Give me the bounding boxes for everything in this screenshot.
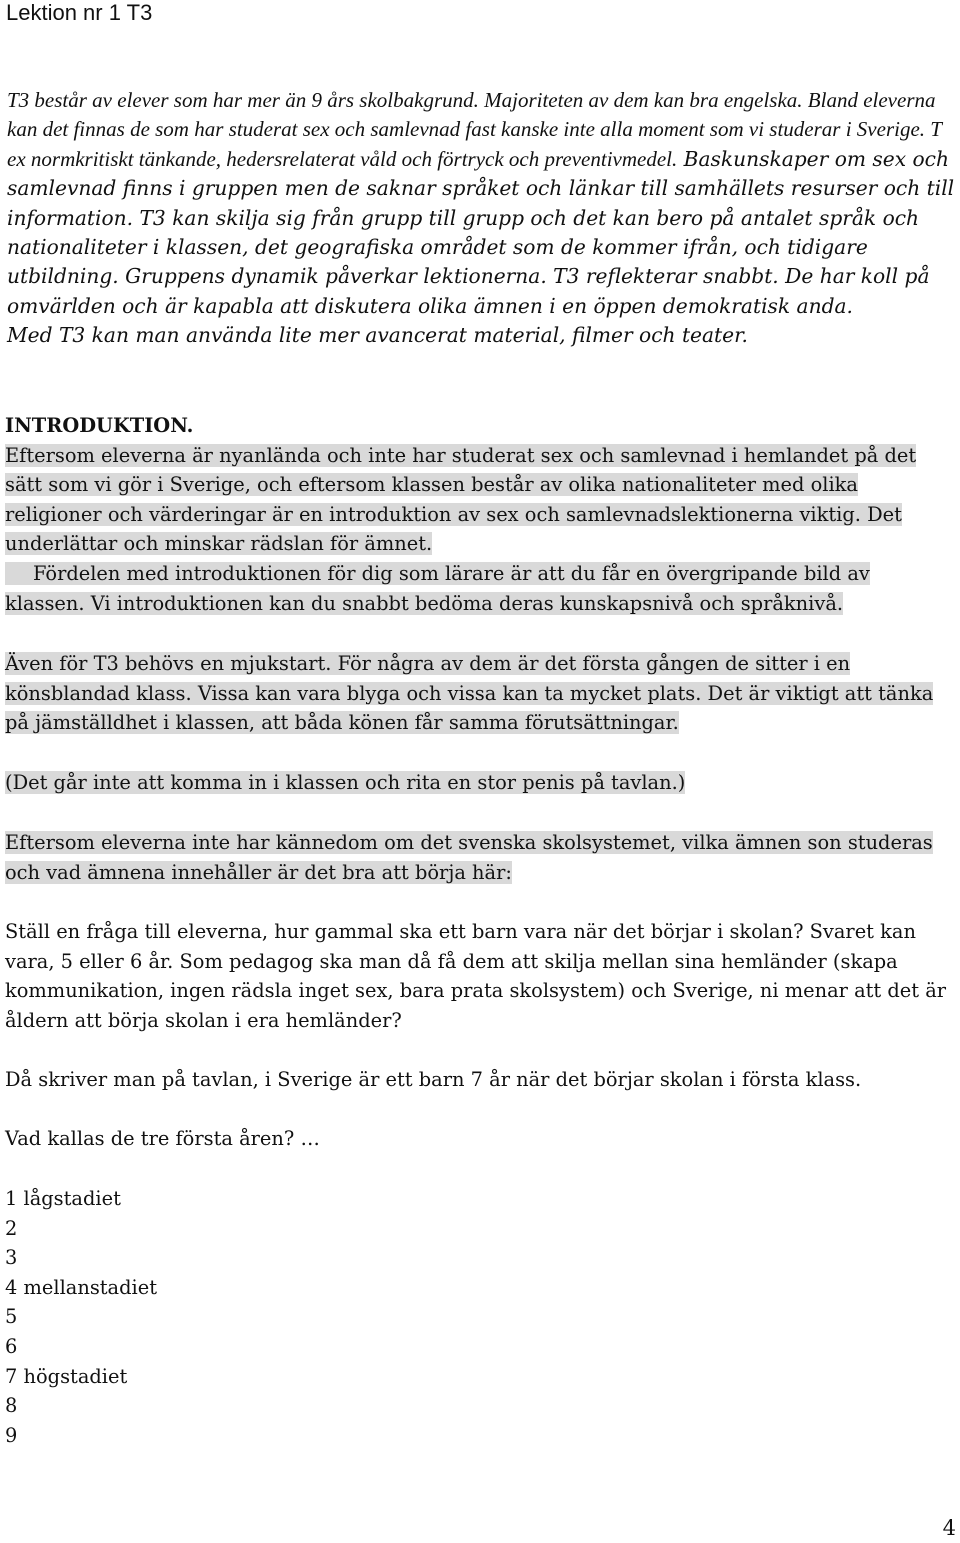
skolsystem-text-3: Då skriver man på tavlan, i Sverige är ett barn 7 år när det börjar skolan i första klass. <box>5 1068 862 1091</box>
skolsystem-section <box>5 828 955 887</box>
introduction-text-1: Eftersom eleverna är nyanlända och inte har studerat sex och samlevnad i hemlandet på det sätt som vi gör i Sverige, och eftersom klassen består av olika nationaliteter med olika religioner och värderingar är en introduktion av sex och samlevnadslektionerna viktig. Det underlättar och minskar rädslan för ämnet. <box>5 443 917 556</box>
mjukstart-text-1: Även för T3 behövs en mjukstart. För några av dem är det första gången de sitter i en könsblandad klass. Vissa kan vara blyga och vissa kan ta mycket plats. Det är viktigt att tänka på jämställdhet i klassen, att båda könen får samma förutsättningar. <box>5 652 934 735</box>
list-item: 6 <box>5 1334 18 1358</box>
skolsystem-paragraph-1 <box>5 828 955 887</box>
list-item: 8 <box>5 1394 18 1418</box>
intro-text-part1: T3 består av elever som har mer än 9 års skolbakgrund. Majoriteten av dem kan bra engelska. Bland eleverna kan det finnas de som har studerat sex och samlevnad fast kanske inte alla moment som vi studerar i Sverige. T ex normkritiskt tänkande, hedersrelaterat våld och förtryck och preventivmedel. <box>7 88 942 171</box>
introduction-section <box>5 411 955 618</box>
page-header-title: Lektion nr 1 T3 <box>6 0 153 25</box>
introduction-heading: INTRODUKTION. <box>5 414 194 437</box>
skolsystem-text-2: Ställ en fråga till eleverna, hur gammal ska ett barn vara när det börjar i skolan? Svaret kan vara, 5 eller 6 år. Som pedagog ska man då få dem att skilja mellan sina hemländer (skapa kommunikation, ingen rädsla inget sex, bara prata skolsystem) och Sverige, ni menar att det är åldern att börja skolan i era hemländer? <box>5 920 947 1032</box>
list-item: 7 högstadiet <box>5 1364 128 1388</box>
intro-text-part3: Med T3 kan man använda lite mer avancerat material, filmer och teater. <box>7 323 748 348</box>
page-number: 4 <box>942 1516 956 1540</box>
skolsystem-text-4: Vad kallas de tre första åren? … <box>5 1127 320 1150</box>
intro-paragraph <box>7 86 957 351</box>
board-paragraph <box>5 1065 955 1095</box>
list-item: 4 mellanstadiet <box>5 1275 158 1299</box>
list-item: 5 <box>5 1305 18 1329</box>
list-item: 1 lågstadiet <box>5 1187 121 1210</box>
list-item: 9 <box>5 1423 18 1447</box>
grade-list <box>5 1184 955 1450</box>
question-paragraph <box>5 917 955 1035</box>
skolsystem-text-1: Eftersom eleverna inte har kännedom om det svenska skolsystemet, vilka ämnen son studeras och vad ämnena innehåller är det bra att börja här: <box>5 831 933 884</box>
introduction-paragraph-1 <box>5 441 955 559</box>
penis-note <box>5 768 955 798</box>
list-item: 3 <box>5 1246 18 1270</box>
introduction-text-2: Fördelen med introduktionen för dig som lärare är att du får en övergripande bild av klassen. Vi introduktionen kan du snabbt bedöma deras kunskapsnivå och språknivå. <box>5 561 870 615</box>
mjukstart-section <box>5 649 955 738</box>
list-item: 2 <box>5 1216 18 1240</box>
intro-text-part2: Baskunskaper om sex och samlevnad finns i gruppen men de saknar språket och länkar till samhällets resurser och till information. T3 kan skilja sig från grupp till grupp och det kan bero på antalet språk och nationaliteter i klassen, det geografiska området som de kommer ifrån, och tidigare utbildning. Gruppens dynamik påverkar lektionerna. T3 reflekterar snabbt. De har koll på omvärlden och är kapabla att diskutera olika ämnen i en öppen demokratisk anda. <box>7 146 955 318</box>
introduction-paragraph-2 <box>5 559 955 618</box>
first-years-question <box>5 1124 955 1154</box>
mjukstart-text-2: (Det går inte att komma in i klassen och rita en stor penis på tavlan.) <box>5 771 686 794</box>
mjukstart-paragraph-1 <box>5 649 955 738</box>
